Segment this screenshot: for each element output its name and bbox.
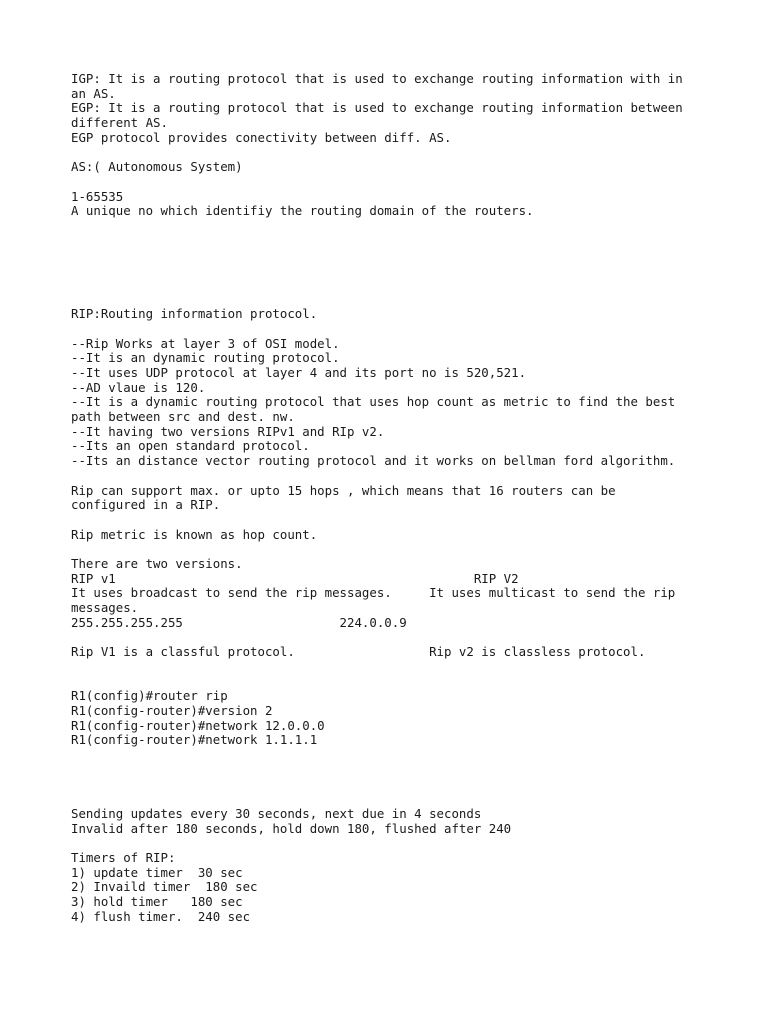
blank-line <box>71 234 683 249</box>
text-line: 255.255.255.255 224.0.0.9 <box>71 614 407 630</box>
text-line: path between src and dest. nw. <box>71 409 295 425</box>
text-line: Rip V1 is a classful protocol. Rip v2 is classless protocol. <box>71 644 646 660</box>
blank-line <box>71 219 683 234</box>
blank-line <box>71 777 683 792</box>
blank-line <box>71 660 683 675</box>
text-line: AS:( Autonomous System) <box>71 159 243 175</box>
text-line: 1) update timer 30 sec <box>71 864 243 880</box>
text-line: --It having two versions RIPv1 and RIp v2. <box>71 423 385 439</box>
blank-line <box>71 263 683 278</box>
text-line: configured in a RIP. <box>71 497 221 513</box>
blank-line <box>71 278 683 293</box>
text-line: different AS. <box>71 115 168 131</box>
text-line: R1(config)#router rip <box>71 688 228 704</box>
text-line: Timers of RIP: <box>71 849 176 865</box>
text-line: --Rip Works at layer 3 of OSI model. <box>71 335 340 351</box>
text-line: R1(config-router)#network 1.1.1.1 <box>71 732 318 748</box>
blank-line <box>71 248 683 263</box>
text-line: A unique no which identifiy the routing domain of the routers. <box>71 203 534 219</box>
blank-line <box>71 763 683 778</box>
text-line: Rip can support max. or upto 15 hops , which means that 16 routers can be <box>71 482 616 498</box>
text-line: --AD vlaue is 120. <box>71 379 206 395</box>
text-line: EGP: It is a routing protocol that is used to exchange routing information between <box>71 100 683 116</box>
blank-line <box>71 631 683 646</box>
blank-line <box>71 836 683 851</box>
text-line: Rip metric is known as hop count. <box>71 526 318 542</box>
text-line: It uses broadcast to send the rip messages. It uses multicast to send the rip <box>71 585 676 601</box>
text-line: RIP:Routing information protocol. <box>71 306 318 322</box>
blank-line <box>71 322 683 337</box>
text-line: 3) hold timer 180 sec <box>71 894 243 910</box>
text-line: an AS. <box>71 85 116 101</box>
text-line: There are two versions. <box>71 556 243 572</box>
text-line: EGP protocol provides conectivity between diff. AS. <box>71 129 452 145</box>
blank-line <box>71 292 683 307</box>
text-line: Sending updates every 30 seconds, next due in 4 seconds <box>71 805 482 821</box>
blank-line <box>71 513 683 528</box>
text-line: Invalid after 180 seconds, hold down 180, flushed after 240 <box>71 820 512 836</box>
text-line: messages. <box>71 600 139 616</box>
blank-line <box>71 542 683 557</box>
blank-line <box>71 146 683 161</box>
text-line: RIP v1 RIP V2 <box>71 570 519 586</box>
text-line: --Its an open standard protocol. <box>71 438 310 454</box>
blank-line <box>71 469 683 484</box>
blank-line <box>71 675 683 690</box>
document-body <box>71 72 683 924</box>
text-line: --It uses UDP protocol at layer 4 and its port no is 520,521. <box>71 364 527 380</box>
blank-line <box>71 175 683 190</box>
text-line: 1-65535 <box>71 188 124 204</box>
text-line: --It is a dynamic routing protocol that uses hop count as metric to find the best <box>71 394 676 410</box>
blank-line <box>71 792 683 807</box>
blank-line <box>71 748 683 763</box>
text-line: 2) Invaild timer 180 sec <box>71 879 258 895</box>
text-line: --It is an dynamic routing protocol. <box>71 350 340 366</box>
text-line: R1(config-router)#network 12.0.0.0 <box>71 717 325 733</box>
text-line: R1(config-router)#version 2 <box>71 703 273 718</box>
text-line: IGP: It is a routing protocol that is used to exchange routing information with in <box>71 71 683 86</box>
text-line: 4) flush timer. 240 sec <box>71 908 251 924</box>
text-line: --Its an distance vector routing protocol and it works on bellman ford algorithm. <box>71 453 676 469</box>
